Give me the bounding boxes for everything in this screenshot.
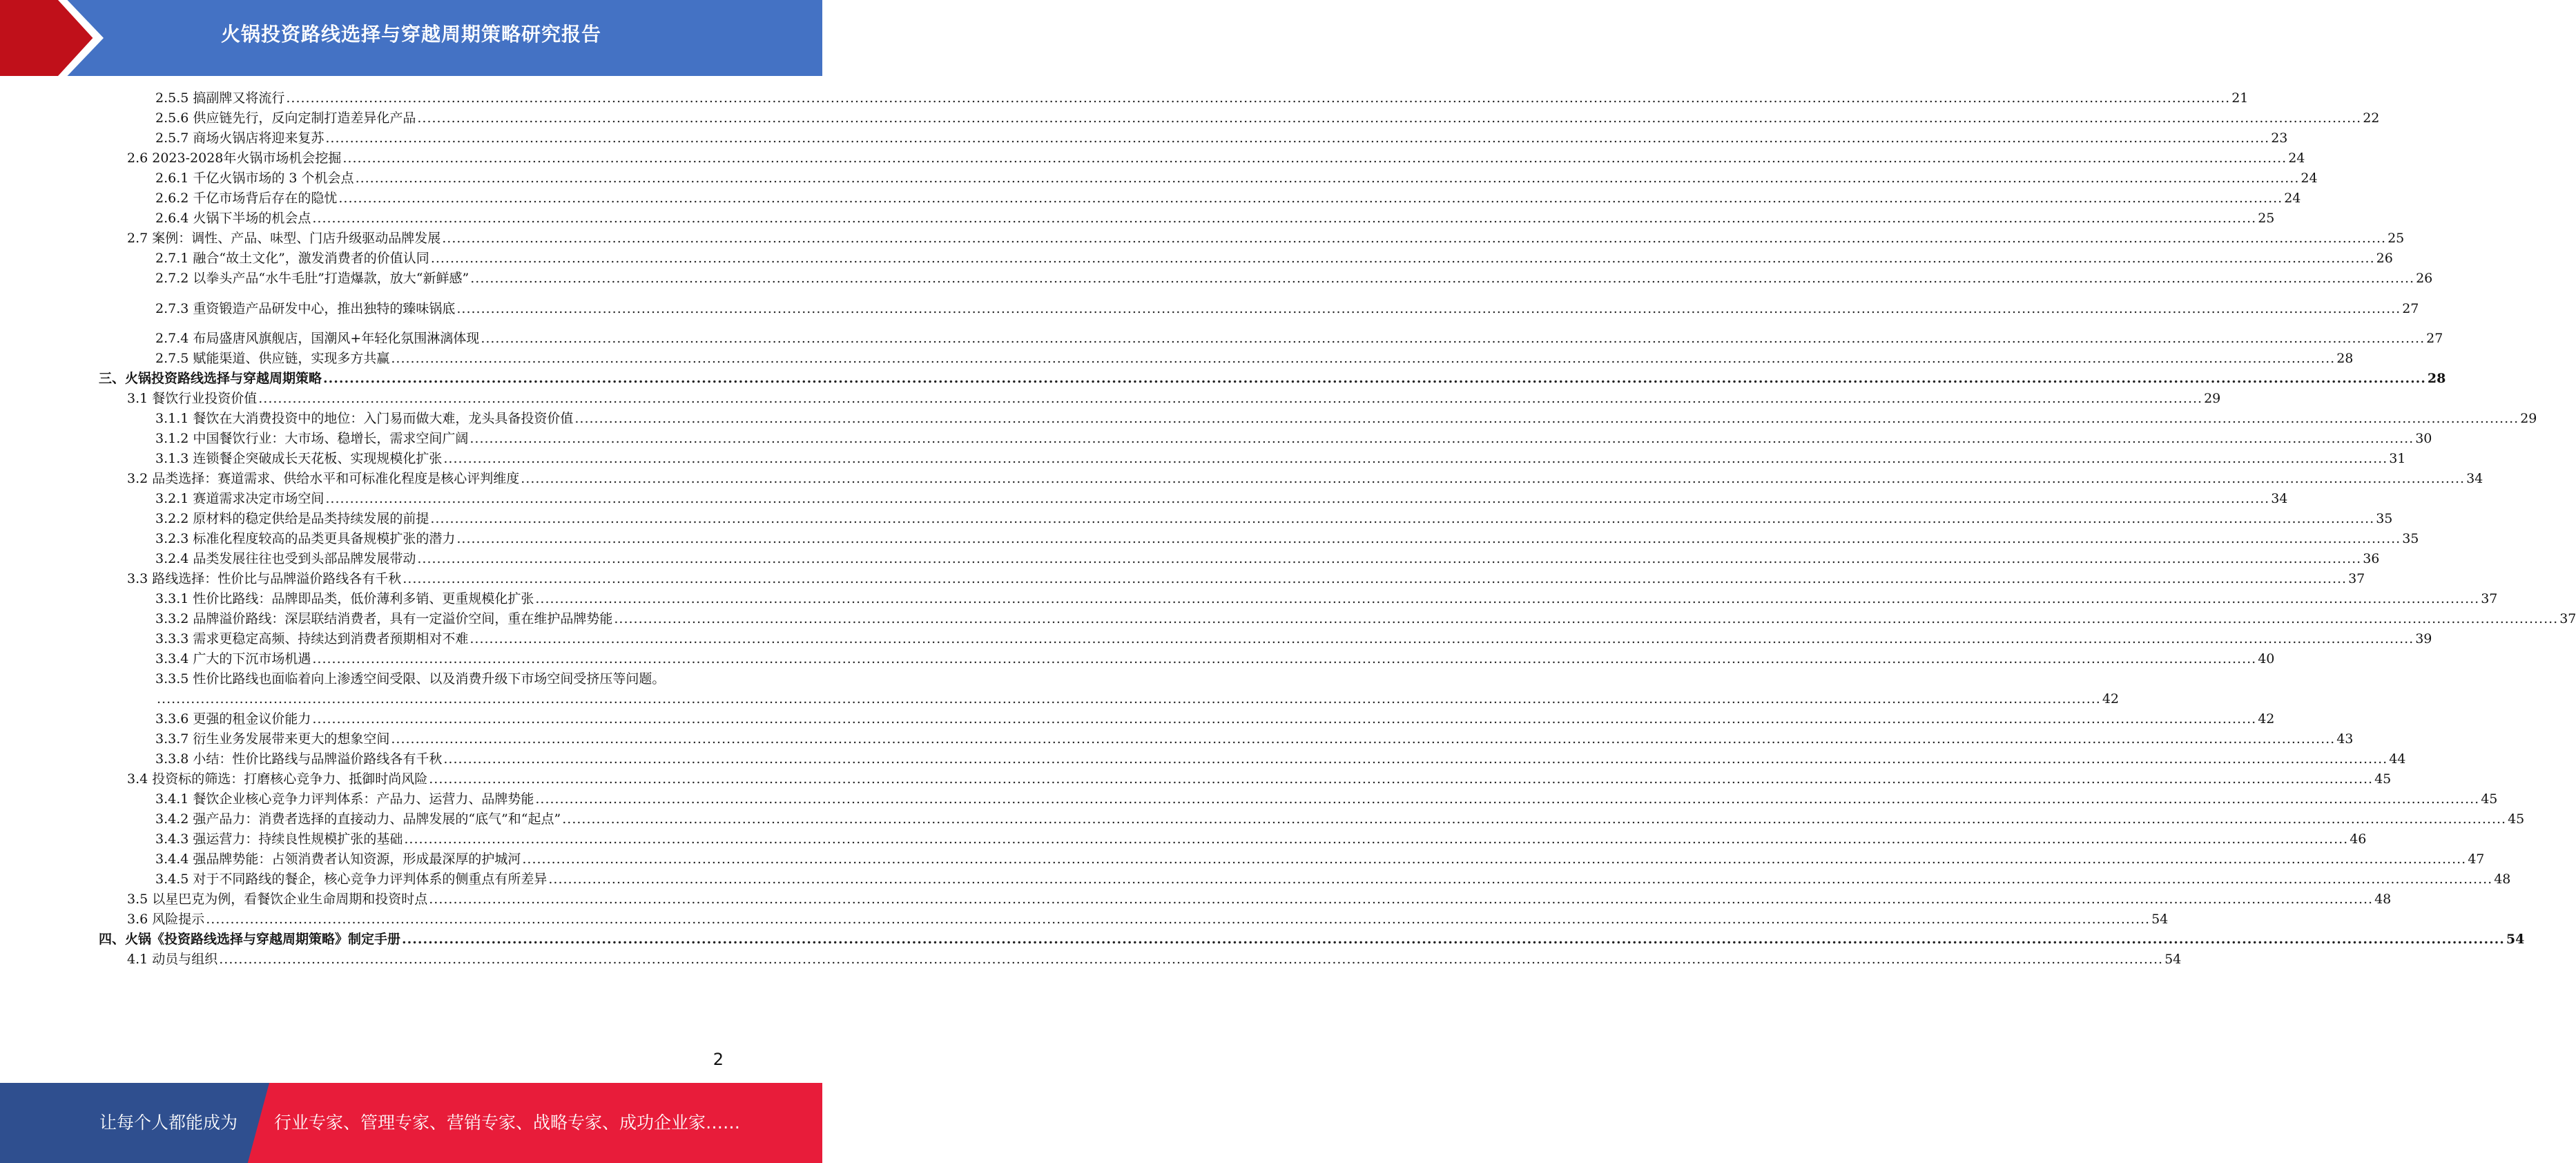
toc-entry-page: 54	[2165, 952, 2182, 967]
toc-entry-page: 45	[2374, 771, 2392, 787]
toc-leader-dots: ................................................................................................................................................................................................................................................................................................................................................................................................................	[521, 471, 2466, 486]
toc-entry-page: 48	[2374, 892, 2392, 907]
toc-entry[interactable]	[155, 849, 2485, 870]
toc-entry-title: 2.7.3 重资锻造产品研发中心，推出独特的臻味锅底	[155, 301, 456, 316]
toc-leader-dots: ................................................................................................................................................................................................................................................................................................................................................................................................................	[535, 591, 2480, 606]
toc-entry[interactable]	[155, 428, 2432, 450]
toc-leader-dots: ................................................................................................................................................................................................................................................................................................................................................................................................................	[323, 371, 2426, 386]
toc-entry-page: 45	[2508, 811, 2525, 827]
toc-entry[interactable]	[155, 188, 2301, 209]
toc-entry-title: 2.6.1 千亿火锅市场的 3 个机会点	[155, 171, 354, 186]
toc-entry-page: 46	[2350, 832, 2367, 847]
toc-entry-page: 30	[2415, 431, 2432, 446]
toc-entry[interactable]	[127, 889, 2392, 910]
footer-slogan-left: 让每个人都能成为	[99, 1113, 238, 1133]
toc-entry-page: 31	[2389, 451, 2406, 466]
toc-entry-title: 3.1.3 连锁餐企突破成长天花板、实现规模化扩张	[155, 451, 443, 466]
toc-entry-title: 3.3 路线选择：性价比与品牌溢价路线各有千秋	[127, 571, 402, 586]
toc-entry-page: 24	[2301, 171, 2318, 186]
toc-entry[interactable]	[155, 488, 2288, 510]
toc-entry-title: 2.7.1 融合“故土文化”，激发消费者的价值认同	[155, 251, 429, 266]
toc-entry-title: 3.1.1 餐饮在大消费投资中的地位：入门易而做大难，龙头具备投资价值	[155, 411, 574, 426]
toc-leader-dots: ................................................................................................................................................................................................................................................................................................................................................................................................................	[456, 301, 2401, 316]
toc-entry-title: 3.2.4 品类发展往往也受到头部品牌发展带动	[155, 551, 416, 566]
footer-slogan-right: 行业专家、管理专家、营销专家、战略专家、成功企业家……	[274, 1113, 741, 1133]
toc-entry[interactable]	[155, 328, 2443, 349]
toc-entry[interactable]	[127, 228, 2405, 249]
toc-entry-title: 2.6.4 火锅下半场的机会点	[155, 211, 311, 226]
toc-entry-page: 47	[2468, 852, 2485, 867]
toc-entry-title: 三、火锅投资路线选择与穿越周期策略	[99, 371, 322, 386]
toc-leader-dots: ................................................................................................................................................................................................................................................................................................................................................................................................................	[574, 411, 2519, 426]
toc-entry-title: 3.3.3 需求更稳定高频、持续达到消费者预期相对不难	[155, 631, 469, 646]
toc-entry[interactable]	[155, 628, 2432, 650]
toc-entry[interactable]	[155, 248, 2393, 269]
page-header	[0, 0, 822, 76]
toc-entry-title: 2.6 2023-2028年火锅市场机会挖掘	[127, 151, 342, 166]
toc-entry-title: 3.4.2 强产品力：消费者选择的直接动力、品牌发展的“底气”和“起点”	[155, 811, 561, 827]
toc-leader-dots: ................................................................................................................................................................................................................................................................................................................................................................................................................	[342, 151, 2287, 166]
toc-entry-page: 45	[2481, 791, 2498, 807]
toc-leader-dots: ................................................................................................................................................................................................................................................................................................................................................................................................................	[325, 491, 2270, 506]
toc-entry[interactable]	[155, 528, 2419, 550]
toc-leader-dots: ................................................................................................................................................................................................................................................................................................................................................................................................................	[404, 832, 2349, 847]
toc-entry-title: 3.3.1 性价比路线：品牌即品类，低价薄利多销、更重规模化扩张	[155, 591, 534, 606]
toc-leader-dots: ................................................................................................................................................................................................................................................................................................................................................................................................................	[535, 791, 2480, 807]
toc-entry-title: 3.2 品类选择：赛道需求、供给水平和可标准化程度是核心评判维度	[127, 471, 520, 486]
toc-entry-title: 3.2.3 标准化程度较高的品类更具备规模扩张的潜力	[155, 531, 456, 546]
toc-entry-title: 3.2.2 原材料的稳定供给是品类持续发展的前提	[155, 511, 429, 526]
toc-entry-title: 2.5.6 供应链先行，反向定制打造差异化产品	[155, 110, 416, 126]
toc-leader-dots: ................................................................................................................................................................................................................................................................................................................................................................................................................	[522, 852, 2467, 867]
toc-entry-title: 3.3.2 品牌溢价路线：深层联结消费者，具有一定溢价空间，重在维护品牌势能	[155, 611, 613, 626]
toc-entry-page: 35	[2402, 531, 2419, 546]
toc-entry[interactable]	[155, 729, 2354, 750]
toc-entry[interactable]	[127, 949, 2182, 970]
toc-entry-page: 24	[2284, 191, 2301, 206]
toc-entry[interactable]	[155, 168, 2318, 189]
toc-entry-page: 34	[2271, 491, 2288, 506]
toc-entry-page: 25	[2388, 231, 2405, 246]
toc-entry[interactable]	[155, 448, 2406, 470]
toc-entry[interactable]	[155, 508, 2393, 530]
toc-leader-dots: ................................................................................................................................................................................................................................................................................................................................................................................................................	[562, 811, 2507, 827]
toc-leader-dots: ................................................................................................................................................................................................................................................................................................................................................................................................................	[481, 331, 2425, 346]
toc-entry-title: 3.1.2 中国餐饮行业：大市场、稳增长，需求空间广阔	[155, 431, 469, 446]
toc-entry-title: 2.7.5 赋能渠道、供应链，实现多方共赢	[155, 351, 390, 366]
toc-entry-title: 4.1 动员与组织	[127, 952, 218, 967]
toc-entry-title: 3.3.7 衍生业务发展带来更大的想象空间	[155, 731, 390, 747]
toc-entry-page: 37	[2348, 571, 2365, 586]
report-title: 火锅投资路线选择与穿越周期策略研究报告	[220, 23, 601, 46]
toc-leader-dots: ................................................................................................................................................................................................................................................................................................................................................................................................................	[403, 571, 2347, 586]
toc-entry[interactable]	[127, 148, 2305, 169]
toc-entry-title: 3.5 以星巴克为例，看餐饮企业生命周期和投资时点	[127, 892, 428, 907]
toc-entry-page: 36	[2363, 551, 2380, 566]
toc-entry[interactable]	[155, 608, 2576, 630]
page-footer	[0, 1083, 822, 1163]
toc-leader-dots: ................................................................................................................................................................................................................................................................................................................................................................................................................	[206, 912, 2151, 927]
toc-entry-page: 27	[2426, 331, 2443, 346]
toc-entry-title: 2.7.2 以拳头产品“水牛毛肚”打造爆款，放大“新鲜感”	[155, 271, 469, 286]
toc-leader-dots: ................................................................................................................................................................................................................................................................................................................................................................................................................	[469, 631, 2414, 646]
toc-entry[interactable]	[155, 648, 2275, 670]
toc-entry[interactable]	[155, 869, 2511, 890]
toc-entry[interactable]	[155, 669, 724, 690]
toc-entry[interactable]	[127, 568, 2365, 590]
toc-entry-title: 3.4.3 强运营力：持续良性规模扩张的基础	[155, 832, 403, 847]
toc-entry-page: 42	[2258, 711, 2275, 727]
toc-leader-dots: ................................................................................................................................................................................................................................................................................................................................................................................................................	[312, 711, 2257, 727]
toc-entry[interactable]	[155, 588, 2498, 610]
toc-entry[interactable]	[155, 789, 2498, 810]
toc-leader-dots: ................................................................................................................................................................................................................................................................................................................................................................................................................	[470, 271, 2415, 286]
toc-entry[interactable]	[127, 468, 2483, 490]
toc-entry-title: 3.3.4 广大的下沉市场机遇	[155, 651, 311, 666]
page-number: 2	[713, 1050, 724, 1069]
toc-entry[interactable]	[127, 769, 2392, 790]
toc-entry-title: 3.6 风险提示	[127, 912, 205, 927]
toc-entry-page: 25	[2258, 211, 2275, 226]
toc-leader-dots: ................................................................................................................................................................................................................................................................................................................................................................................................................	[258, 391, 2203, 406]
toc-leader-dots: ................................................................................................................................................................................................................................................................................................................................................................................................................	[442, 231, 2387, 246]
toc-entry-title: 2.5.7 商场火锅店将迎来复苏	[155, 131, 325, 146]
toc-entry-title: 四、火锅《投资路线选择与穿越周期策略》制定手册	[99, 932, 401, 947]
toc-leader-dots: ................................................................................................................................................................................................................................................................................................................................................................................................................	[417, 551, 2362, 566]
toc-entry-page: 43	[2336, 731, 2354, 747]
toc-leader-dots: ................................................................................................................................................................................................................................................................................................................................................................................................................	[417, 110, 2362, 126]
toc-entry-page: 34	[2466, 471, 2483, 486]
toc-entry-title: 2.5.5 搞副牌又将流行	[155, 90, 285, 106]
toc-entry-title: 3.4.1 餐饮企业核心竞争力评判体系：产品力、运营力、品牌势能	[155, 791, 534, 807]
toc-entry-title: 3.4.5 对于不同路线的餐企，核心竞争力评判体系的侧重点有所差异	[155, 872, 548, 887]
toc-entry-title: 3.4.4 强品牌势能：占领消费者认知资源，形成最深厚的护城河	[155, 852, 521, 867]
toc-leader-dots: ................................................................................................................................................................................................................................................................................................................................................................................................................	[391, 731, 2336, 747]
toc-leader-dots: ................................................................................................................................................................................................................................................................................................................................................................................................................	[219, 952, 2164, 967]
toc-entry-page: 23	[2271, 131, 2288, 146]
toc-entry-page: 24	[2288, 151, 2305, 166]
toc-entry-page: 37	[2559, 611, 2576, 626]
toc-entry-page: 37	[2481, 591, 2498, 606]
toc-leader-dots: ................................................................................................................................................................................................................................................................................................................................................................................................................	[548, 872, 2493, 887]
toc-leader-dots: ................................................................................................................................................................................................................................................................................................................................................................................................................	[157, 691, 2101, 707]
toc-entry[interactable]	[155, 408, 2537, 430]
toc-entry-title: 3.3.8 小结：性价比路线与品牌溢价路线各有千秋	[155, 751, 443, 767]
toc-leader-dots: ................................................................................................................................................................................................................................................................................................................................................................................................................	[429, 771, 2374, 787]
toc-entry-title: 2.7 案例：调性、产品、味型、门店升级驱动品牌发展	[127, 231, 441, 246]
toc-leader-dots: ................................................................................................................................................................................................................................................................................................................................................................................................................	[430, 251, 2375, 266]
toc-leader-dots: ................................................................................................................................................................................................................................................................................................................................................................................................................	[430, 511, 2375, 526]
toc-entry[interactable]	[155, 829, 2367, 850]
toc-entry[interactable]	[155, 348, 2354, 369]
toc-entry-page: 44	[2389, 751, 2406, 767]
toc-leader-dots: ................................................................................................................................................................................................................................................................................................................................................................................................................	[443, 451, 2388, 466]
toc-entry-page: 28	[2336, 351, 2354, 366]
toc-entry-page: 21	[2231, 90, 2249, 106]
toc-entry-title: 2.7.4 布局盛唐风旗舰店，国潮风+年轻化氛围淋漓体现	[155, 331, 480, 346]
toc-entry-page: 29	[2204, 391, 2221, 406]
toc-entry-page: 40	[2258, 651, 2275, 666]
toc-leader-dots: ................................................................................................................................................................................................................................................................................................................................................................................................................	[325, 131, 2270, 146]
toc-entry-title: 3.1 餐饮行业投资价值	[127, 391, 258, 406]
toc-entry[interactable]	[155, 88, 2249, 109]
toc-entry-title: 3.3.5 性价比路线也面临着向上渗透空间受限、以及消费升级下市场空间受挤压等问题。	[155, 671, 666, 686]
toc-leader-dots: ................................................................................................................................................................................................................................................................................................................................................................................................................	[614, 611, 2559, 626]
toc-entry[interactable]	[155, 809, 2525, 830]
toc-leader-dots: ................................................................................................................................................................................................................................................................................................................................................................................................................	[312, 651, 2257, 666]
toc-leader-dots: ................................................................................................................................................................................................................................................................................................................................................................................................................	[469, 431, 2414, 446]
toc-entry-page: 48	[2494, 872, 2511, 887]
toc-leader-dots: ................................................................................................................................................................................................................................................................................................................................................................................................................	[312, 211, 2257, 226]
toc-entry-page: 27	[2402, 301, 2419, 316]
toc-entry[interactable]	[155, 298, 2419, 320]
toc-leader-dots: ................................................................................................................................................................................................................................................................................................................................................................................................................	[443, 751, 2388, 767]
toc-entry-title: 2.6.2 千亿市场背后存在的隐忧	[155, 191, 338, 206]
toc-entry-page: 54	[2506, 932, 2525, 947]
toc-entry[interactable]	[155, 208, 2275, 229]
toc-leader-dots: ................................................................................................................................................................................................................................................................................................................................................................................................................	[429, 892, 2374, 907]
toc-leader-dots: ................................................................................................................................................................................................................................................................................................................................................................................................................	[391, 351, 2336, 366]
toc-entry[interactable]	[127, 388, 2221, 410]
toc-entry-page: 28	[2427, 371, 2446, 386]
toc-entry-page: 29	[2520, 411, 2537, 426]
toc-entry-title: 3.4 投资标的筛选：打磨核心竞争力、抵御时尚风险	[127, 771, 428, 787]
toc-entry-page: 26	[2376, 251, 2393, 266]
toc-entry-page: 39	[2415, 631, 2432, 646]
toc-entry[interactable]	[155, 548, 2380, 570]
toc-entry-page: 42	[2102, 691, 2120, 707]
toc-entry[interactable]	[155, 108, 2380, 129]
toc-entry[interactable]	[155, 749, 2406, 770]
toc-entry[interactable]	[155, 689, 2120, 710]
toc-entry-page: 22	[2363, 110, 2380, 126]
toc-entry[interactable]	[155, 709, 2275, 730]
toc-entry[interactable]	[155, 268, 2433, 289]
toc-entry[interactable]	[127, 909, 2169, 930]
toc-leader-dots: ................................................................................................................................................................................................................................................................................................................................................................................................................	[456, 531, 2401, 546]
toc-leader-dots: ................................................................................................................................................................................................................................................................................................................................................................................................................	[286, 90, 2231, 106]
toc-entry[interactable]	[99, 929, 2525, 950]
toc-leader-dots: ................................................................................................................................................................................................................................................................................................................................................................................................................	[402, 932, 2505, 947]
toc-entry-page: 35	[2376, 511, 2393, 526]
toc-entry-title: 3.3.6 更强的租金议价能力	[155, 711, 311, 727]
toc-entry-page: 26	[2416, 271, 2433, 286]
toc-leader-dots: ................................................................................................................................................................................................................................................................................................................................................................................................................	[338, 191, 2283, 206]
toc-leader-dots: ................................................................................................................................................................................................................................................................................................................................................................................................................	[355, 171, 2300, 186]
toc-entry[interactable]	[155, 128, 2288, 149]
toc-entry-page: 54	[2151, 912, 2169, 927]
toc-entry[interactable]	[99, 368, 2446, 390]
toc-entry-title: 3.2.1 赛道需求决定市场空间	[155, 491, 325, 506]
